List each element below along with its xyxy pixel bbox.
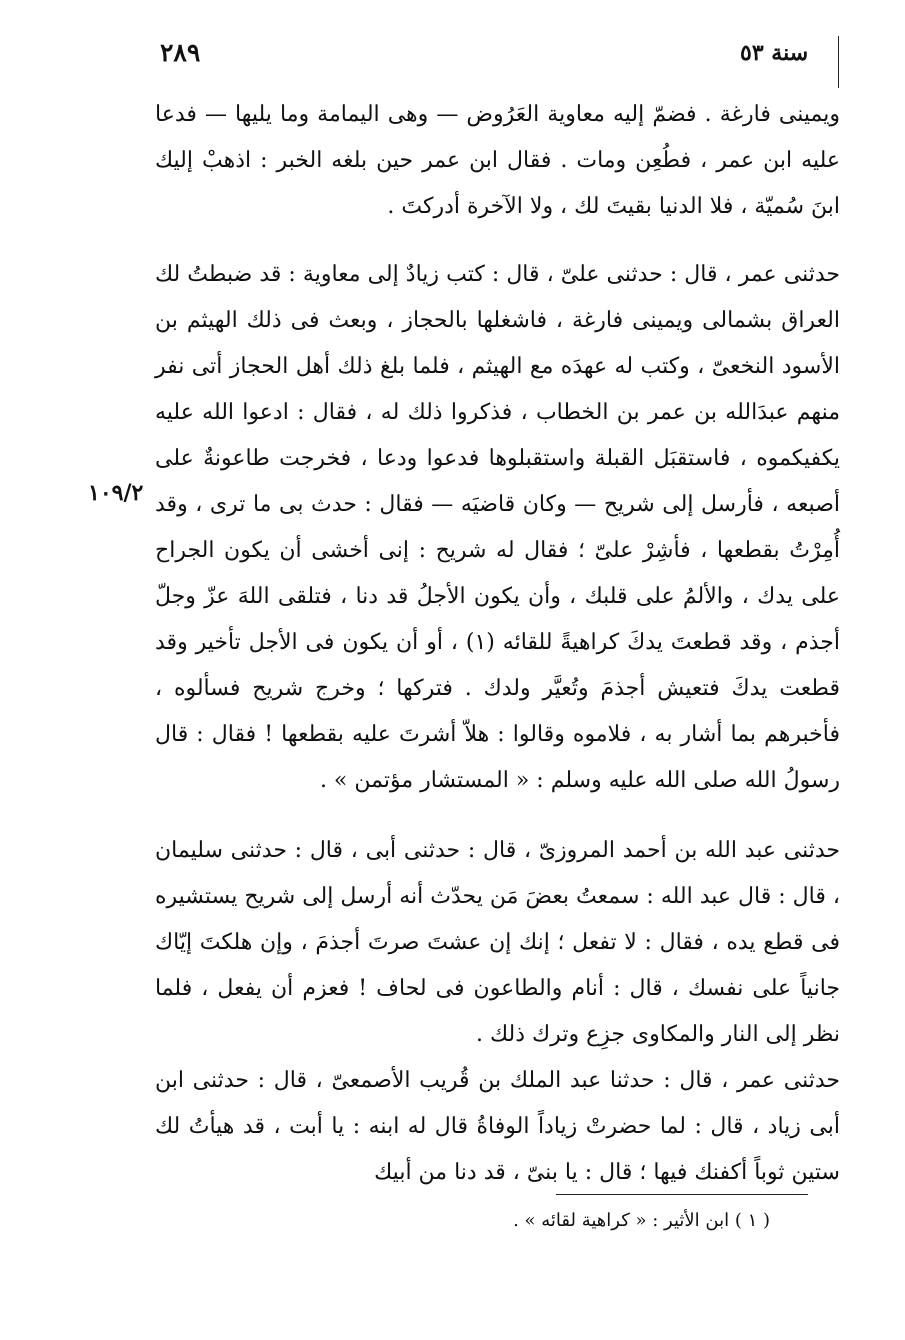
running-head: سنة ٥٣: [740, 40, 809, 66]
paragraph-2-block: [155, 252, 840, 804]
paragraph-3-block: [155, 828, 840, 1058]
footnote-rule: [556, 1194, 808, 1195]
footnote: ( ١ ) ابن الأثير : « كراهية لقائه » .: [513, 1210, 770, 1231]
paragraph-2: حدثنى عمر ، قال : حدثنى علىّ ، قال : كتب زيادٌ إلى معاوية : قد ضبطتُ لك العراق بشمالى ويمينى فارغة ، فاشغلها بالحجاز ، وبعث فى ذلك الهيثم بن الأسود النخعىّ ، وكتب له عهدَه مع الهيثم ، فلما بلغ ذلك أهل الحجاز أتى نفر منهم عبدَالله بن عمر بن الخطاب ، فذكروا ذلك له ، فقال : ادعوا الله عليه يكفيكموه ، فاستقبَل القبلة واستقبلوها فدعوا ودعا ، فخرجت طاعونةٌ على أصبعه ، فأرسل إلى شريح — وكان قاضيَه — فقال : حدث بى ما ترى ، وقد أُمِرْتُ بقطعها ، فأشِرْ علىّ ؛ فقال له شريح : إنى أخشى أن يكون الجراح على يدك ، والألمُ على قلبك ، وأن يكون الأجلُ قد دنا ، فتلقى اللهَ عزّ وجلّ أجذم ، وقد قطعتَ يدكَ كراهيةً للقائه (١) ، أو أن يكون فى الأجل تأخير وقد قطعت يدكَ فتعيش أجذمَ وتُعيَّر ولدك . فتركها ؛ وخرج شريح فسألوه ، فأخبرهم بما أشار به ، فلاموه وقالوا : هلاّ أشرتَ عليه بقطعها ! فقال : قال رسولُ الله صلى الله عليه وسلم : « المستشار مؤتمن » .: [155, 262, 840, 793]
paragraph-3: حدثنى عبد الله بن أحمد المروزىّ ، قال : حدثنى أبى ، قال : حدثنى سليمان ، قال : قال عبد الله : سمعتُ بعضَ مَن يحدّث أنه أرسل إلى شريح يستشيره فى قطع يده ، فقال : لا تفعل ؛ إنك إن عشتَ صرتَ أجذمَ ، وإن هلكتَ إيّاك جانياً على نفسك ، قال : أنام والطاعون فى لحاف ! فعزم أن يفعل ، فلما نظر إلى النار والمكاوى جزِع وترك ذلك .: [155, 838, 840, 1047]
paragraph-4: حدثنى عمر ، قال : حدثنا عبد الملك بن قُريب الأصمعىّ ، قال : حدثنى ابن أبى زياد ، قال : لما حضرتْ زياداً الوفاةُ قال له ابنه : يا أبت ، قد هيأتُ لك ستين ثوباً أكفنك فيها ؛ قال : يا بنىّ ، قد دنا من أبيك: [155, 1068, 840, 1185]
page-number: ٢٨٩: [160, 38, 201, 67]
header-rule: [838, 36, 839, 88]
margin-reference: ١٠٩/٢: [88, 480, 144, 506]
paragraph-4-block: [155, 1058, 840, 1196]
paragraph-1: ويمينى فارغة . فضمّ إليه معاوية العَرُوض — وهى اليمامة وما يليها — فدعا عليه ابن عمر ، فطُعِن ومات . فقال ابن عمر حين بلغه الخبر : اذهبْ إليك ابنَ سُميّة ، فلا الدنيا بقيتَ لك ، ولا الآخرة أدركتَ .: [155, 102, 840, 219]
paragraph-1-block: [155, 92, 840, 230]
